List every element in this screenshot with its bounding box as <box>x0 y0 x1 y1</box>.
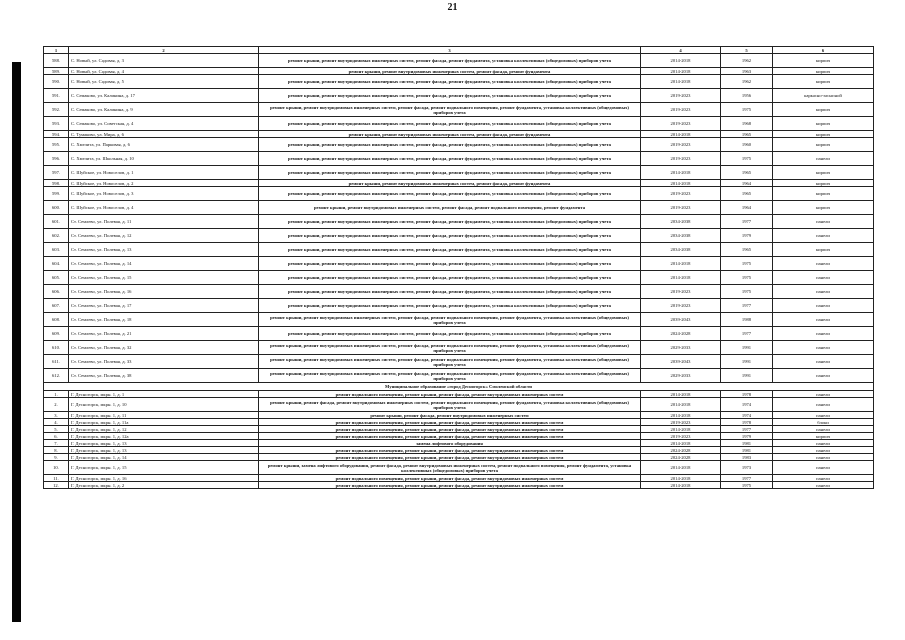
period-cell: 2014-2018 <box>641 461 721 475</box>
year-cell: 1963 <box>721 68 773 75</box>
material-cell: панели <box>773 257 874 271</box>
works-cell: ремонт крыши, ремонт внутридомовых инженерных систем, ремонт фасада, ремонт фундамента <box>259 180 641 187</box>
year-cell: 1975 <box>721 285 773 299</box>
works-cell: ремонт крыши, ремонт внутридомовых инженерных систем, ремонт фасада, ремонт фундамента, установка коллективных (общедомовых) приборов учета <box>259 285 641 299</box>
works-cell: ремонт крыши, замена лифтового оборудования, ремонт фасада, ремонт внутридомовых инженерных систем, ремонт подвального помещения, ремонт фундамента, установка коллективных (общедомовых) приборов учета <box>259 461 641 475</box>
section-title: Муниципальное образование «город Десногорск» Смоленской области <box>44 383 874 391</box>
row-number: 611. <box>44 355 69 369</box>
year-cell: 1965 <box>721 243 773 257</box>
address-cell: С. Новый, ул. Садовая, д. 3 <box>69 54 259 68</box>
row-number: 599. <box>44 187 69 201</box>
material-cell: панели <box>773 426 874 433</box>
material-cell: кирпич <box>773 180 874 187</box>
header-col-4: 4 <box>641 47 721 54</box>
table-row <box>44 341 874 355</box>
row-number: 604. <box>44 257 69 271</box>
table-row <box>44 426 874 433</box>
material-cell: панели <box>773 440 874 447</box>
works-cell: ремонт крыши, ремонт внутридомовых инженерных систем, ремонт фасада, ремонт фундамента <box>259 131 641 138</box>
header-row <box>44 47 874 54</box>
year-cell: 1977 <box>721 475 773 482</box>
address-cell: Ст. Семлево, ул. Полевая, д. 13 <box>69 243 259 257</box>
table-row <box>44 117 874 131</box>
row-number: 9. <box>44 454 69 461</box>
works-cell: ремонт крыши, ремонт внутридомовых инженерных систем, ремонт фасада, ремонт фундамента, установка коллективных (общедомовых) приборов учета <box>259 75 641 89</box>
period-cell: 2014-2018 <box>641 271 721 285</box>
works-cell: ремонт крыши, ремонт внутридомовых инженерных систем, ремонт фасада, ремонт фундамента, установка коллективных (общедомовых) приборов учета <box>259 215 641 229</box>
table-row <box>44 299 874 313</box>
works-cell: ремонт крыши, ремонт внутридомовых инженерных систем, ремонт фасада, ремонт подвального помещения, ремонт фундамента, установка коллективных (общедомовых) приборов учета <box>259 313 641 327</box>
row-number: 590. <box>44 75 69 89</box>
material-cell: панели <box>773 313 874 327</box>
table-row <box>44 285 874 299</box>
year-cell: 1975 <box>721 103 773 117</box>
works-cell: ремонт крыши, ремонт внутридомовых инженерных систем, ремонт фасада, ремонт фундамента, установка коллективных (общедомовых) приборов учета <box>259 243 641 257</box>
table-row <box>44 482 874 489</box>
table-row <box>44 313 874 327</box>
material-cell: кирпич <box>773 243 874 257</box>
section-row <box>44 383 874 391</box>
row-number: 601. <box>44 215 69 229</box>
works-cell: замена лифтового оборудования <box>259 440 641 447</box>
period-cell: 2019-2023 <box>641 89 721 103</box>
table-row <box>44 243 874 257</box>
year-cell: 1962 <box>721 75 773 89</box>
year-cell: 1981 <box>721 440 773 447</box>
year-cell: 1964 <box>721 201 773 215</box>
works-cell: ремонт крыши, ремонт внутридомовых инженерных систем, ремонт фасада, ремонт фундамента, установка коллективных (общедомовых) приборов учета <box>259 299 641 313</box>
period-cell: 2014-2018 <box>641 440 721 447</box>
row-number: 606. <box>44 285 69 299</box>
row-number: 594. <box>44 131 69 138</box>
works-cell: ремонт крыши, ремонт внутридомовых инженерных систем, ремонт фасада, ремонт фундамента <box>259 68 641 75</box>
row-number: 12. <box>44 482 69 489</box>
address-cell: Г. Десногорск, мкрн. 1, д. 12а <box>69 433 259 440</box>
material-cell: кирпич <box>773 187 874 201</box>
works-cell: ремонт крыши, ремонт внутридомовых инженерных систем, ремонт фасада, ремонт фундамента, установка коллективных (общедомовых) приборов учета <box>259 327 641 341</box>
table-row <box>44 201 874 215</box>
year-cell: 1991 <box>721 369 773 383</box>
address-cell: Г. Десногорск, мкрн. 1, д. 11а <box>69 419 259 426</box>
material-cell: панели <box>773 355 874 369</box>
year-cell: 1965 <box>721 187 773 201</box>
table-row <box>44 187 874 201</box>
period-cell: 2029-2033 <box>641 341 721 355</box>
period-cell: 2039-2043 <box>641 313 721 327</box>
period-cell: 2014-2018 <box>641 482 721 489</box>
year-cell: 1960 <box>721 138 773 152</box>
period-cell: 2014-2018 <box>641 54 721 68</box>
material-cell: каркасно-засыпной <box>773 89 874 103</box>
table-row <box>44 398 874 412</box>
material-cell: кирпич <box>773 117 874 131</box>
works-cell: ремонт крыши, ремонт внутридомовых инженерных систем, ремонт фасада, ремонт фундамента, установка коллективных (общедомовых) приборов учета <box>259 89 641 103</box>
row-number: 598. <box>44 180 69 187</box>
row-number: 607. <box>44 299 69 313</box>
period-cell: 2014-2018 <box>641 398 721 412</box>
row-number: 591. <box>44 89 69 103</box>
address-cell: С. Шуйское, ул. Новоселов, д. 3 <box>69 187 259 201</box>
row-number: 609. <box>44 327 69 341</box>
year-cell: 1979 <box>721 229 773 243</box>
period-cell: 2019-2023 <box>641 117 721 131</box>
address-cell: Г. Десногорск, мкрн. 1, д. 16 <box>69 475 259 482</box>
period-cell: 2014-2018 <box>641 68 721 75</box>
housing-register-table <box>43 46 874 489</box>
material-cell: панели <box>773 398 874 412</box>
row-number: 11. <box>44 475 69 482</box>
row-number: 600. <box>44 201 69 215</box>
year-cell: 1962 <box>721 54 773 68</box>
address-cell: Г. Десногорск, мкрн. 1, д. 2 <box>69 482 259 489</box>
year-cell: 1968 <box>721 117 773 131</box>
table-row <box>44 447 874 454</box>
works-cell: ремонт подвального помещения, ремонт крыши, ремонт фасада, ремонт внутридомовых инженерных систем <box>259 482 641 489</box>
year-cell: 1965 <box>721 131 773 138</box>
address-cell: Ст. Семлево, ул. Полевая, д. 38 <box>69 369 259 383</box>
material-cell: панели <box>773 369 874 383</box>
address-cell: Ст. Семлево, ул. Полевая, д. 33 <box>69 355 259 369</box>
row-number: 610. <box>44 341 69 355</box>
period-cell: 2014-2018 <box>641 166 721 180</box>
row-number: 612. <box>44 369 69 383</box>
address-cell: Ст. Семлево, ул. Полевая, д. 17 <box>69 299 259 313</box>
period-cell: 2019-2023 <box>641 138 721 152</box>
works-cell: ремонт крыши, ремонт внутридомовых инженерных систем, ремонт фасада, ремонт подвального помещения, ремонт фундамента, установка коллективных (общедомовых) приборов учета <box>259 341 641 355</box>
row-number: 592. <box>44 103 69 117</box>
material-cell: панели <box>773 412 874 419</box>
material-cell: кирпич <box>773 54 874 68</box>
material-cell: панели <box>773 454 874 461</box>
table-row <box>44 454 874 461</box>
material-cell: кирпич <box>773 131 874 138</box>
period-cell: 2014-2018 <box>641 412 721 419</box>
year-cell: 1983 <box>721 454 773 461</box>
year-cell: 1978 <box>721 419 773 426</box>
address-cell: С. Семаково, ул. Калинина, д. 17 <box>69 89 259 103</box>
material-cell: панели <box>773 327 874 341</box>
table-row <box>44 75 874 89</box>
material-cell: панели <box>773 271 874 285</box>
works-cell: ремонт подвального помещения, ремонт крыши, ремонт фасада, ремонт внутридомовых инженерных систем <box>259 419 641 426</box>
year-cell: 1977 <box>721 426 773 433</box>
address-cell: С. Шуйское, ул. Новоселов, д. 4 <box>69 201 259 215</box>
material-cell: кирпич <box>773 433 874 440</box>
row-number: 595. <box>44 138 69 152</box>
address-cell: С. Семаково, ул. Советская, д. 4 <box>69 117 259 131</box>
period-cell: 2019-2023 <box>641 187 721 201</box>
year-cell: 1974 <box>721 412 773 419</box>
table-row <box>44 103 874 117</box>
table-row <box>44 215 874 229</box>
row-number: 10. <box>44 461 69 475</box>
address-cell: С. Шуйское, ул. Новоселов, д. 2 <box>69 180 259 187</box>
works-cell: ремонт крыши, ремонт внутридомовых инженерных систем, ремонт фасада, ремонт фундамента, установка коллективных (общедомовых) приборов учета <box>259 257 641 271</box>
address-cell: Ст. Семлево, ул. Полевая, д. 16 <box>69 285 259 299</box>
year-cell: 1981 <box>721 447 773 454</box>
row-number: 588. <box>44 54 69 68</box>
works-cell: ремонт крыши, ремонт внутридомовых инженерных систем, ремонт фасада, ремонт фундамента, установка коллективных (общедомовых) приборов учета <box>259 166 641 180</box>
works-cell: ремонт крыши, ремонт внутридомовых инженерных систем, ремонт фасада, ремонт подвального помещения, ремонт фундамента, установка коллективных (общедомовых) приборов учета <box>259 369 641 383</box>
address-cell: Г. Десногорск, мкрн. 1, д. 12 <box>69 426 259 433</box>
row-number: 596. <box>44 152 69 166</box>
table-row <box>44 391 874 398</box>
row-number: 593. <box>44 117 69 131</box>
year-cell: 1974 <box>721 398 773 412</box>
year-cell: 1977 <box>721 215 773 229</box>
material-cell: кирпич <box>773 75 874 89</box>
page-number: 21 <box>447 2 458 13</box>
period-cell: 2019-2023 <box>641 433 721 440</box>
material-cell: панели <box>773 461 874 475</box>
header-col-2: 2 <box>69 47 259 54</box>
row-number: 8. <box>44 447 69 454</box>
period-cell: 2034-2038 <box>641 229 721 243</box>
material-cell: панели <box>773 391 874 398</box>
table-row <box>44 54 874 68</box>
year-cell: 1978 <box>721 391 773 398</box>
address-cell: С. Шуйское, ул. Новоселов, д. 1 <box>69 166 259 180</box>
table-row <box>44 412 874 419</box>
row-number: 1. <box>44 391 69 398</box>
year-cell: 1964 <box>721 180 773 187</box>
binding-edge <box>12 62 21 622</box>
material-cell: панели <box>773 215 874 229</box>
year-cell: 1991 <box>721 341 773 355</box>
works-cell: ремонт крыши, ремонт внутридомовых инженерных систем, ремонт фасада, ремонт подвального помещения, ремонт фундамента <box>259 201 641 215</box>
table-row <box>44 419 874 426</box>
period-cell: 2029-2033 <box>641 369 721 383</box>
period-cell: 2019-2023 <box>641 299 721 313</box>
period-cell: 2019-2023 <box>641 103 721 117</box>
works-cell: ремонт крыши, ремонт внутридомовых инженерных систем, ремонт фасада, ремонт фундамента, установка коллективных (общедомовых) приборов учета <box>259 117 641 131</box>
works-cell: ремонт крыши, ремонт внутридомовых инженерных систем, ремонт фасада, ремонт фундамента, установка коллективных (общедомовых) приборов учета <box>259 152 641 166</box>
header-col-5: 5 <box>721 47 773 54</box>
address-cell: Г. Десногорск, мкрн. 1, д. 15 <box>69 461 259 475</box>
row-number: 597. <box>44 166 69 180</box>
address-cell: Ст. Семлево, ул. Полевая, д. 18 <box>69 313 259 327</box>
row-number: 605. <box>44 271 69 285</box>
address-cell: Ст. Семлево, ул. Полевая, д. 15 <box>69 271 259 285</box>
period-cell: 2019-2023 <box>641 152 721 166</box>
address-cell: С. Новый, ул. Садовая, д. 4 <box>69 68 259 75</box>
period-cell: 2024-2028 <box>641 327 721 341</box>
year-cell: 1979 <box>721 433 773 440</box>
table-row <box>44 68 874 75</box>
address-cell: Ст. Семлево, ул. Полевая, д. 21 <box>69 327 259 341</box>
table-row <box>44 355 874 369</box>
material-cell: панели <box>773 229 874 243</box>
period-cell: 2014-2018 <box>641 391 721 398</box>
year-cell: 1977 <box>721 327 773 341</box>
period-cell: 2024-2028 <box>641 447 721 454</box>
material-cell: панели <box>773 299 874 313</box>
material-cell: блоки <box>773 419 874 426</box>
address-cell: Ст. Семлево, ул. Полевая, д. 12 <box>69 229 259 243</box>
row-number: 589. <box>44 68 69 75</box>
header-col-1: 1 <box>44 47 69 54</box>
table-row <box>44 461 874 475</box>
table-row <box>44 257 874 271</box>
header-col-6: 6 <box>773 47 874 54</box>
material-cell: панели <box>773 475 874 482</box>
table-row <box>44 475 874 482</box>
material-cell: панели <box>773 341 874 355</box>
period-cell: 2034-2038 <box>641 215 721 229</box>
address-cell: Ст. Семлево, ул. Полевая, д. 14 <box>69 257 259 271</box>
address-cell: С. Новый, ул. Садовая, д. 5 <box>69 75 259 89</box>
period-cell: 2019-2023 <box>641 419 721 426</box>
period-cell: 2019-2023 <box>641 201 721 215</box>
works-cell: ремонт крыши, ремонт фасада, ремонт внутридомовых инженерных систем, ремонт подвального помещения, ремонт фундамента, установка коллективных (общедомовых) приборов учета <box>259 398 641 412</box>
address-cell: Г. Десногорск, мкрн. 1, д. 1 <box>69 391 259 398</box>
row-number: 3. <box>44 412 69 419</box>
year-cell: 1956 <box>721 89 773 103</box>
period-cell: 2024-2028 <box>641 454 721 461</box>
address-cell: С. Тумаково, ул. Мира, д. 6 <box>69 131 259 138</box>
material-cell: панели <box>773 152 874 166</box>
table-row <box>44 369 874 383</box>
works-cell: ремонт подвального помещения, ремонт крыши, ремонт фасада, ремонт внутридомовых инженерных систем <box>259 447 641 454</box>
material-cell: кирпич <box>773 103 874 117</box>
period-cell: 2034-2038 <box>641 243 721 257</box>
works-cell: ремонт подвального помещения, ремонт крыши, ремонт фасада, ремонт внутридомовых инженерных систем <box>259 433 641 440</box>
period-cell: 2014-2018 <box>641 131 721 138</box>
row-number: 7. <box>44 440 69 447</box>
material-cell: панели <box>773 447 874 454</box>
header-col-3: 3 <box>259 47 641 54</box>
table-row <box>44 89 874 103</box>
works-cell: ремонт подвального помещения, ремонт крыши, ремонт фасада, ремонт внутридомовых инженерных систем <box>259 454 641 461</box>
address-cell: Г. Десногорск, мкрн. 1, д. 13 <box>69 447 259 454</box>
works-cell: ремонт подвального помещения, ремонт крыши, ремонт фасада, ремонт внутридомовых инженерных систем <box>259 475 641 482</box>
material-cell: кирпич <box>773 166 874 180</box>
year-cell: 1991 <box>721 355 773 369</box>
table-row <box>44 131 874 138</box>
material-cell: кирпич <box>773 68 874 75</box>
row-number: 608. <box>44 313 69 327</box>
address-cell: Г. Десногорск, мкрн. 1, д. 10 <box>69 398 259 412</box>
address-cell: Г. Десногорск, мкрн. 1, д. 14 <box>69 454 259 461</box>
works-cell: ремонт крыши, ремонт внутридомовых инженерных систем, ремонт фасада, ремонт фундамента, установка коллективных (общедомовых) приборов учета <box>259 187 641 201</box>
table-row <box>44 180 874 187</box>
table-row <box>44 229 874 243</box>
works-cell: ремонт подвального помещения, ремонт крыши, ремонт фасада, ремонт внутридомовых инженерных систем <box>259 426 641 433</box>
year-cell: 1975 <box>721 257 773 271</box>
row-number: 5. <box>44 426 69 433</box>
works-cell: ремонт крыши, ремонт внутридомовых инженерных систем, ремонт фасада, ремонт фундамента, установка коллективных (общедомовых) приборов учета <box>259 54 641 68</box>
address-cell: С. Хмелита, ул. Парковая, д. 6 <box>69 138 259 152</box>
works-cell: ремонт крыши, ремонт внутридомовых инженерных систем, ремонт фасада, ремонт подвального помещения, ремонт фундамента, установка коллективных (общедомовых) приборов учета <box>259 355 641 369</box>
address-cell: С. Хмелита, ул. Школьная, д. 10 <box>69 152 259 166</box>
year-cell: 1973 <box>721 461 773 475</box>
period-cell: 2039-2043 <box>641 355 721 369</box>
table-row <box>44 327 874 341</box>
period-cell: 2014-2018 <box>641 180 721 187</box>
year-cell: 1988 <box>721 313 773 327</box>
table-row <box>44 271 874 285</box>
year-cell: 1975 <box>721 271 773 285</box>
row-number: 603. <box>44 243 69 257</box>
row-number: 4. <box>44 419 69 426</box>
table-row <box>44 433 874 440</box>
period-cell: 2014-2018 <box>641 75 721 89</box>
address-cell: Ст. Семлево, ул. Полевая, д. 11 <box>69 215 259 229</box>
address-cell: С. Семаково, ул. Калинина, д. 9 <box>69 103 259 117</box>
period-cell: 2014-2018 <box>641 426 721 433</box>
address-cell: Г. Десногорск, мкрн. 1, д. 13 <box>69 440 259 447</box>
material-cell: панели <box>773 285 874 299</box>
row-number: 6. <box>44 433 69 440</box>
row-number: 602. <box>44 229 69 243</box>
year-cell: 1965 <box>721 166 773 180</box>
year-cell: 1975 <box>721 482 773 489</box>
period-cell: 2019-2023 <box>641 285 721 299</box>
material-cell: кирпич <box>773 201 874 215</box>
address-cell: Г. Десногорск, мкрн. 1, д. 11 <box>69 412 259 419</box>
table-row <box>44 166 874 180</box>
row-number: 2. <box>44 398 69 412</box>
table-row <box>44 138 874 152</box>
year-cell: 1975 <box>721 152 773 166</box>
works-cell: ремонт крыши, ремонт фасада, ремонт внутридомовых инженерных систем <box>259 412 641 419</box>
works-cell: ремонт крыши, ремонт внутридомовых инженерных систем, ремонт фасада, ремонт подвального помещения, ремонт фундамента, установка коллективных (общедомовых) приборов учета <box>259 103 641 117</box>
material-cell: кирпич <box>773 138 874 152</box>
period-cell: 2014-2018 <box>641 475 721 482</box>
works-cell: ремонт крыши, ремонт внутридомовых инженерных систем, ремонт фасада, ремонт фундамента, установка коллективных (общедомовых) приборов учета <box>259 271 641 285</box>
material-cell: панели <box>773 482 874 489</box>
address-cell: Ст. Семлево, ул. Полевая, д. 32 <box>69 341 259 355</box>
table-row <box>44 152 874 166</box>
works-cell: ремонт подвального помещения, ремонт крыши, ремонт фасада, ремонт внутридомовых инженерных систем <box>259 391 641 398</box>
period-cell: 2014-2018 <box>641 257 721 271</box>
works-cell: ремонт крыши, ремонт внутридомовых инженерных систем, ремонт фасада, ремонт фундамента, установка коллективных (общедомовых) приборов учета <box>259 138 641 152</box>
year-cell: 1977 <box>721 299 773 313</box>
table-row <box>44 440 874 447</box>
works-cell: ремонт крыши, ремонт внутридомовых инженерных систем, ремонт фасада, ремонт фундамента, установка коллективных (общедомовых) приборов учета <box>259 229 641 243</box>
